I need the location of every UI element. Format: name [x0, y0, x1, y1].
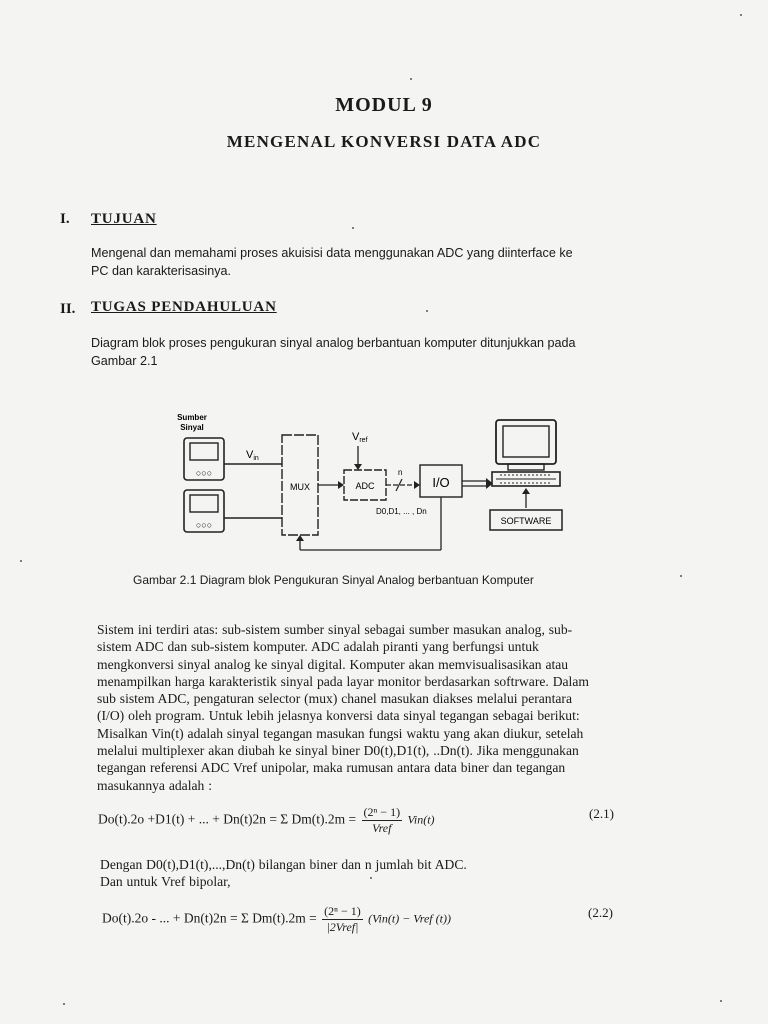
arrow-head [296, 535, 304, 541]
data-bits-label: D0,D1, ... , Dn [376, 507, 427, 516]
signal-source-meter-1 [184, 438, 224, 480]
scan-speck [680, 575, 682, 577]
section-title-pendahuluan: TUGAS PENDAHULUAN [91, 299, 277, 315]
scan-speck [352, 227, 354, 229]
equation-2-2 [102, 904, 451, 935]
section-title-tujuan: TUJUAN [91, 211, 157, 227]
section-number-1: I. [60, 211, 70, 227]
source-label-line-2: Sinyal [180, 423, 204, 432]
after-equation-paragraph [100, 856, 660, 891]
arrow-head [338, 481, 344, 489]
equation-1-left: Do(t).2o +D1(t) + ... + Dn(t)2n = Σ Dm(t).2m = [98, 811, 360, 827]
text-line: Gambar 2.1 [91, 354, 158, 368]
scan-speck [63, 1003, 65, 1005]
equation-1-fraction [362, 805, 403, 836]
equation-2-fraction [322, 904, 363, 935]
text-line: mengkonversi sinyal analog ke sinyal digital. Komputer akan memvisualisasikan atau [97, 656, 569, 672]
scan-speck [410, 78, 412, 80]
figure-caption: Gambar 2.1 Diagram blok Pengukuran Sinyal Analog berbantuan Komputer [133, 573, 534, 587]
text-line: tegangan referensi ADC Vref unipolar, maka rumusan antara data biner dan tegangan [97, 760, 566, 776]
software-label: SOFTWARE [500, 516, 552, 526]
io-label: I/O [432, 475, 450, 490]
equation-1-numerator: (2ⁿ − 1) [363, 805, 401, 819]
text-line: (I/O) oleh program. Untuk lebih jelasnya konversi data sinyal tegangan sebagai berikut: [97, 708, 580, 724]
scan-speck [720, 1000, 722, 1002]
signal-source-meter-2 [184, 490, 224, 532]
scan-speck [20, 560, 22, 562]
text-line: Mengenal dan memahami proses akuisisi data menggunakan ADC yang diinterface ke [91, 246, 573, 260]
module-subtitle: MENGENAL KONVERSI DATA ADC [226, 132, 542, 151]
text-line: masukannya adalah : [97, 777, 212, 793]
text-line: Dan untuk Vref bipolar, [100, 874, 231, 890]
equation-1-number: (2.1) [589, 806, 614, 821]
equation-1-denominator: Vref [372, 821, 392, 835]
scan-speck [426, 310, 428, 312]
adc-label: ADC [355, 481, 375, 491]
equation-2-number: (2.2) [588, 905, 613, 920]
meter-1-knobs: ○○○ [195, 468, 213, 478]
module-title: MODUL 9 [335, 94, 433, 116]
block-diagram [170, 400, 580, 565]
computer-icon [492, 420, 560, 486]
text-line: menampilkan harga karakteristik sinyal pada layar monitor berdasarkan softrware. Dalam [97, 673, 589, 689]
arrow-head [354, 464, 362, 470]
arrow-head [414, 481, 420, 489]
body-paragraph [97, 621, 667, 794]
arrow-head [522, 488, 530, 494]
vin-label: Vin [246, 449, 259, 462]
text-line: Misalkan Vin(t) adalah sinyal tegangan masukan fungsi waktu yang akan diukur, setelah [97, 725, 584, 741]
text-line: Sistem ini terdiri atas: sub-sistem sumber sinyal sebagai sumber masukan analog, sub- [97, 622, 573, 637]
equation-1-factor: Vin(t) [407, 812, 435, 827]
text-line: Dengan D0(t),D1(t),...,Dn(t) bilangan biner dan n jumlah bit ADC. [100, 857, 467, 872]
equation-2-factor: (Vin(t) − Vref (t)) [368, 911, 451, 926]
text-line: melalui multiplexer akan diubah ke sinyal biner D0(t),D1(t), ..Dn(t). Jika menggunakan [97, 743, 579, 759]
section-number-2: II. [60, 301, 76, 317]
scan-speck [740, 14, 742, 16]
source-label-line-1: Sumber [177, 413, 207, 422]
text-line: sub sistem ADC, pengaturan selector (mux) chanel masukan diakses melalui perantara [97, 691, 572, 707]
meter-2-knobs: ○○○ [195, 520, 213, 530]
text-line: Diagram blok proses pengukuran sinyal analog berbantuan komputer ditunjukkan pada [91, 336, 576, 350]
equation-2-left: Do(t).2o - ... + Dn(t)2n = Σ Dm(t).2m = [102, 910, 321, 926]
mux-label: MUX [290, 482, 310, 492]
scan-speck [370, 877, 372, 879]
text-line: PC dan karakterisasinya. [91, 264, 231, 278]
equation-2-denominator: |2Vref| [326, 920, 359, 934]
pendahuluan-paragraph [91, 334, 661, 370]
equation-2-numerator: (2ⁿ − 1) [324, 904, 361, 918]
bus-width-label: n [398, 468, 403, 477]
tujuan-paragraph [91, 244, 661, 280]
equation-2-1 [98, 805, 435, 836]
text-line: sistem ADC dan sub-sistem komputer. ADC adalah piranti yang berfungsi untuk [97, 639, 539, 655]
vref-label: Vref [352, 431, 368, 444]
